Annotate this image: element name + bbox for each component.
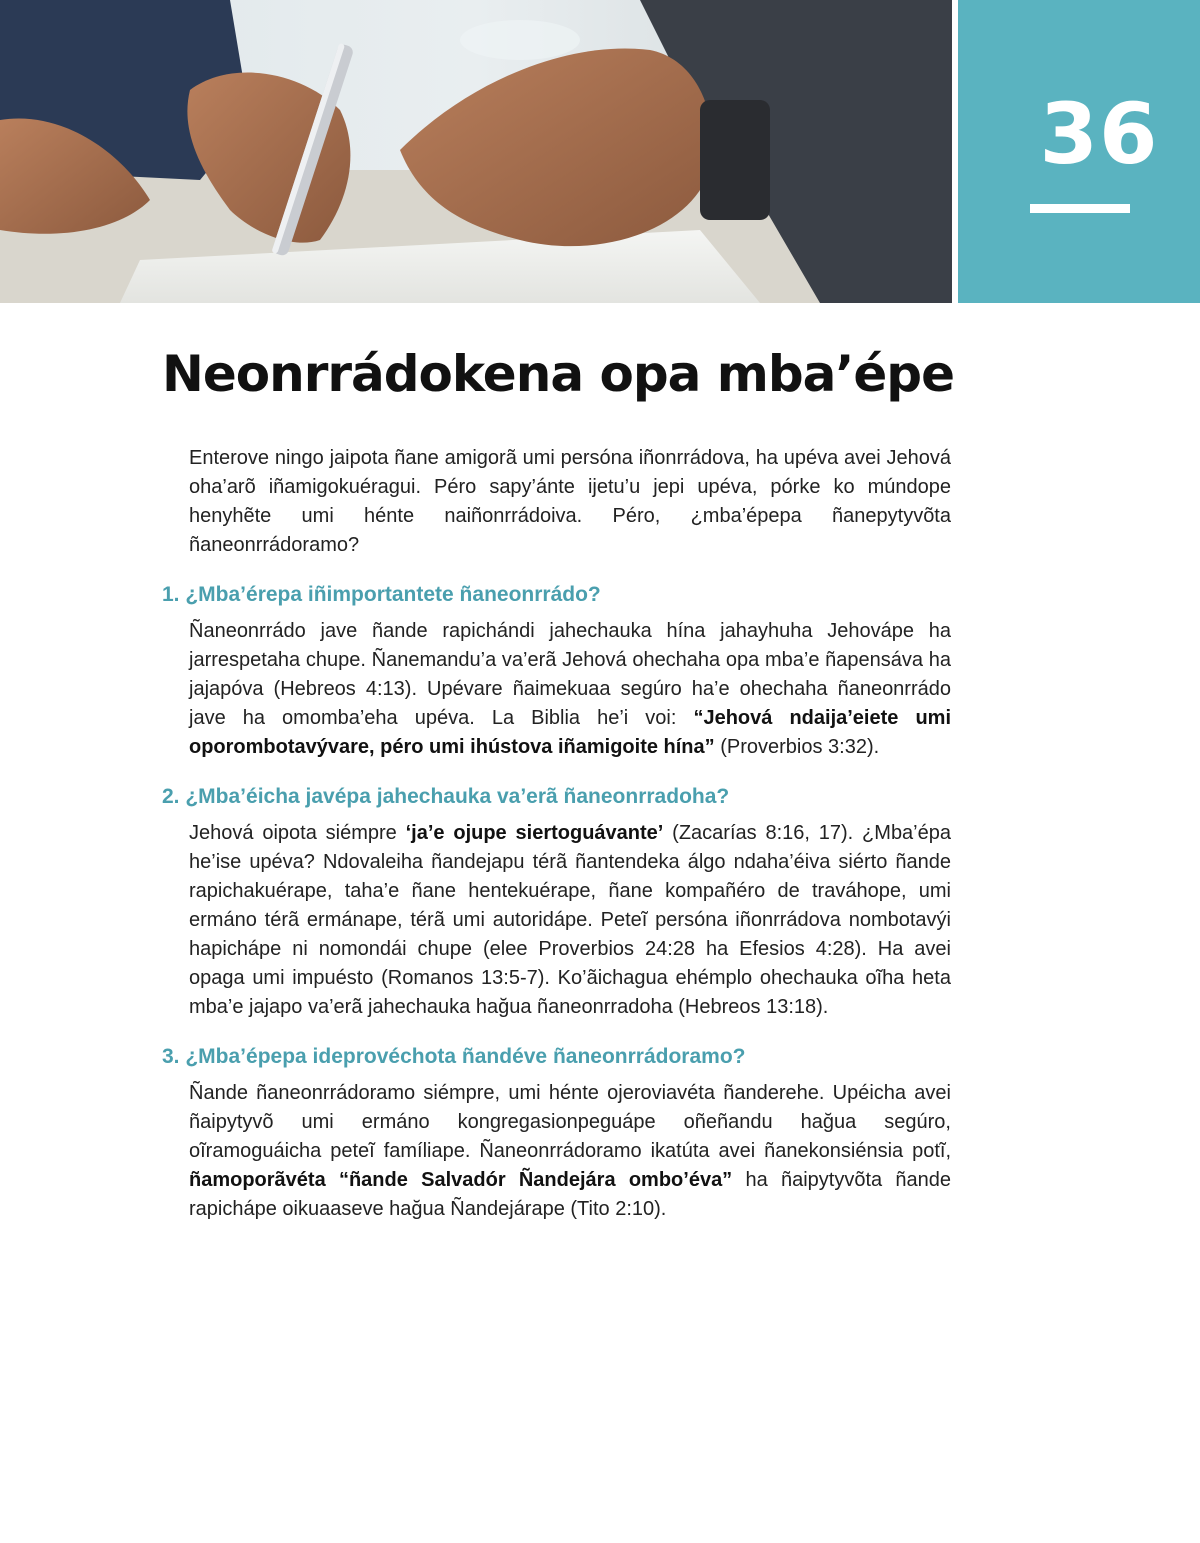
answer-1-paragraph: [189, 617, 951, 762]
lesson-number: 36: [1039, 85, 1159, 183]
answer-3-text-a: Ñande ñaneonrrádoramo siémpre, umi hénte ojeroviavéta ñanderehe. Upéicha avei ñaipytyvõ umi ermáno kongregasionpeguápe oñeñandu hağua segúro, oĩramoguáicha peteĩ famíliape. Ñaneonrrádoramo ikatúta avei ñanekonsiénsia potĩ,: [189, 1082, 951, 1162]
answer-3-paragraph: [189, 1079, 951, 1224]
question-2-heading: 2. ¿Mba’éicha javépa jahechauka va’erã ñaneonrradoha?: [162, 785, 730, 808]
answer-3-bold-quote: ñamoporãvéta “ñande Salvadór Ñandejára ombo’éva”: [189, 1169, 733, 1191]
lesson-number-tab: [958, 0, 1200, 303]
answer-2-paragraph: [189, 819, 951, 1022]
answer-3-text-b: ha ñaipytyvõta ñande rapichápe oikuaaseve hağua Ñandejárape (Tito 2:10).: [189, 1169, 951, 1220]
question-3-heading: 3. ¿Mba’épepa ideprovéchota ñandéve ñaneonrrádoramo?: [162, 1045, 746, 1068]
answer-1-text-b: (Proverbios 3:32).: [714, 736, 880, 758]
answer-1-text-a: Ñaneonrrádo jave ñande rapichándi jahechauka hína jahayhuha Jehovápe ha jarrespetaha chupe. Ñanemandu’a va’erã Jehová ohechaha opa mba’e ñapensáva ha jajapóva (Hebreos 4:13). Upévare ñaimekuaa segúro ha’e ohechaha ñaneonrrádo jave ha omomba’eha upéva. La Biblia he’i voi:: [189, 620, 951, 729]
question-1-heading: 1. ¿Mba’érepa iñimportantete ñaneonrrádo?: [162, 583, 601, 606]
lesson-content: [162, 444, 951, 1244]
answer-1-bold-quote: “Jehová ndaija’eiete umi oporombotavývare, péro umi ihústova iñamigoite hína”: [189, 707, 951, 758]
intro-paragraph: Enterove ningo jaipota ñane amigorã umi persóna iñonrrádova, ha upéva avei Jehová oha’arõ iñamigokuéragui. Péro sapy’ánte ijetu’u jepi upéva, pórke ko múndope henyhẽte umi hénte naiñonrrádoiva. Péro, ¿mba’épepa ñanepytyvõta ñaneonrrádoramo?: [189, 447, 951, 556]
answer-2-text-a: Jehová oipota siémpre: [189, 822, 406, 844]
handshake-contract-photo-icon: [0, 0, 952, 303]
answer-2-bold-quote: ‘ja’e ojupe siertoguávante’: [405, 822, 664, 844]
tab-divider: [1030, 204, 1130, 213]
header-photo: [0, 0, 952, 303]
answer-2-text-b: (Zacarías 8:16, 17). ¿Mba’épa he’ise upéva? Ndovaleiha ñandejapu térã ñantendeka álgo ndaha’éiva siérto ñande rapichakuérape, taha’e ñane hentekuérape, ñane kompañéro de traváhope, umi ermáno térã ermánape, térã umi autoridápe. Peteĩ persóna iñonrrádova nombotavýi hapichápe ni nomondái chupe (elee Proverbios 24:28 ha Efesios 4:28). Ha avei opaga umi impuésto (Romanos 13:5-7). Ko’ãichagua ehémplo ohechauka oĩha heta mba’e jajapo va’erã jahechauka hağua ñaneonrradoha (Hebreos 13:18).: [189, 822, 951, 1018]
page-title: Neonrrádokena opa mba’épe: [162, 345, 954, 403]
